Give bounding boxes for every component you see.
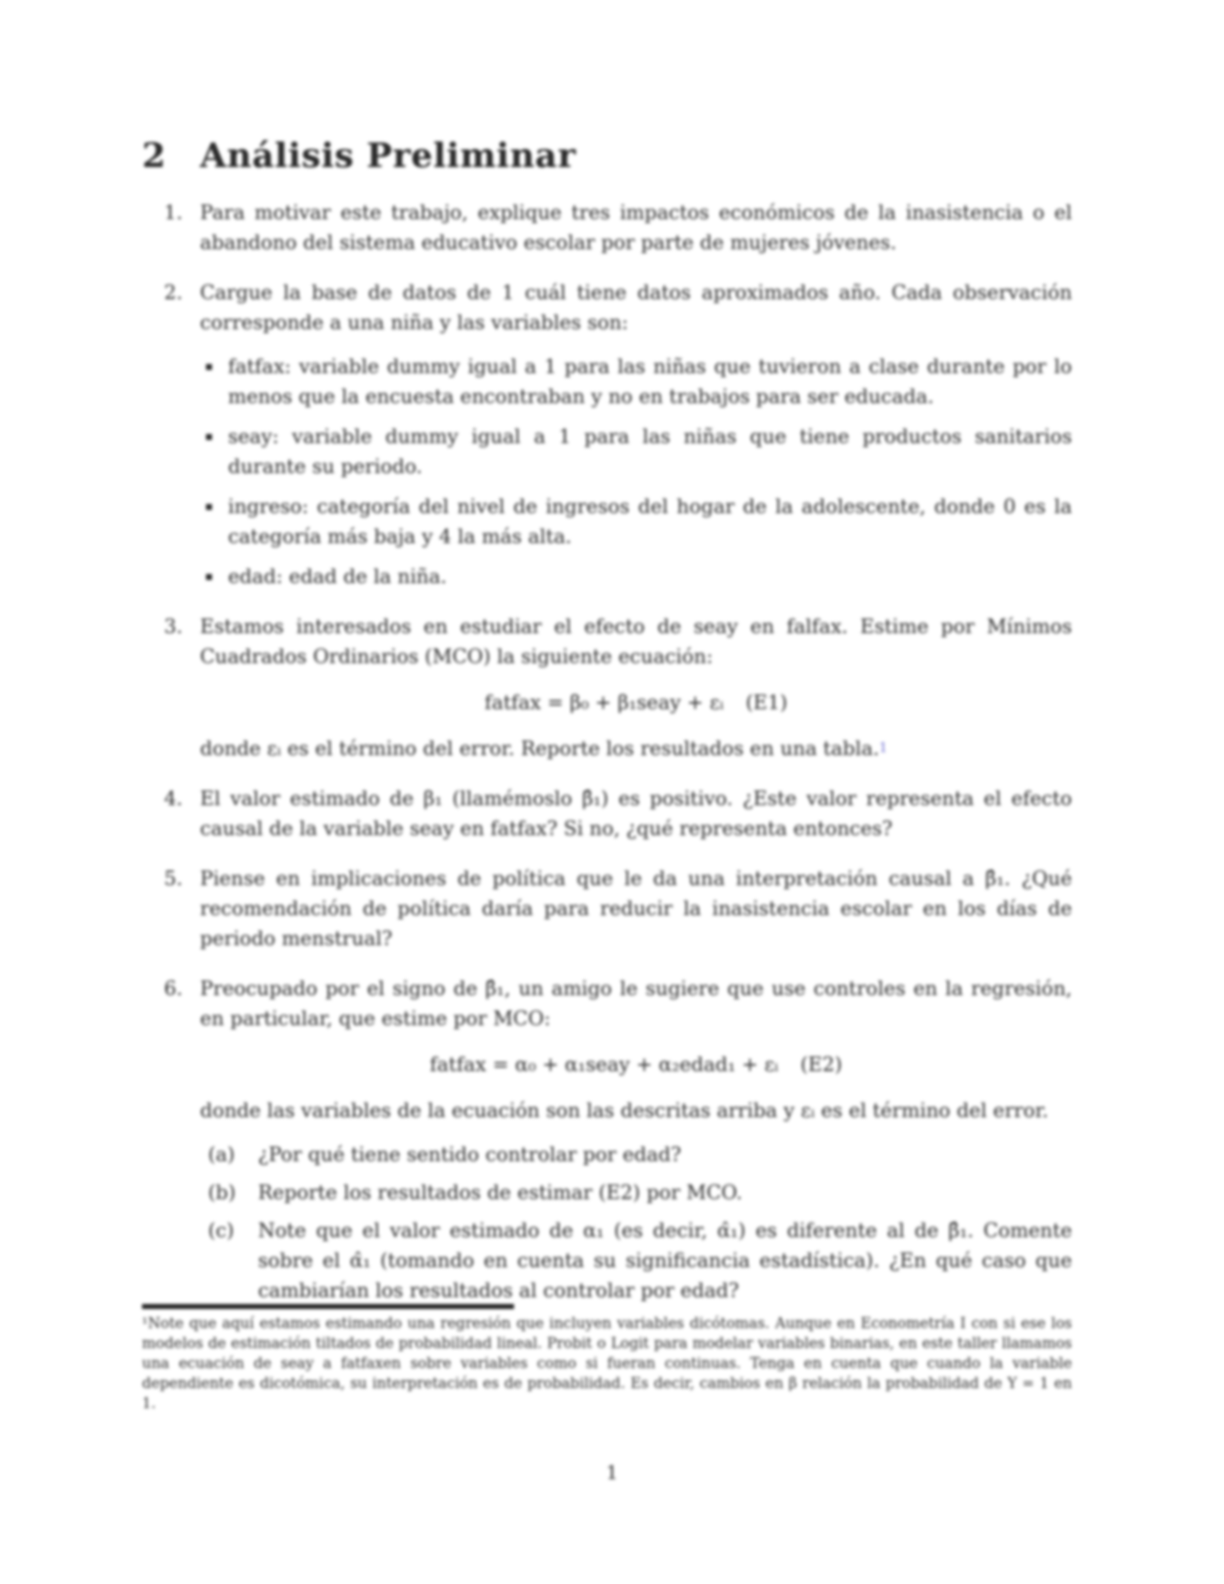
equation-tag: (E1) bbox=[745, 691, 788, 714]
question-text: Para motivar este trabajo, explique tres impactos económicos de la inasistencia o el abandono del sistema educativo escolar por parte de mujeres jóvenes. bbox=[200, 201, 1072, 254]
list-item: edad: edad de la niña. bbox=[200, 562, 1072, 592]
sub-question-list bbox=[200, 1140, 1072, 1306]
question-text: Cargue la base de datos de 1 cuál tiene datos aproximados año. Cada observación corresponde a una niña y las variables son: bbox=[200, 281, 1072, 334]
sub-question: (c) Note que el valor estimado de α₁ (es decir, α̂₁) es diferente al de β̂₁. Comente sobre el α̂₁ (tomando en cuenta su significancia estadística). ¿En qué caso que cambiarían los resultados al controlar por edad? bbox=[208, 1219, 1072, 1302]
equation-body: fatfax = α₀ + α₁seay + α₂edad₁ + εᵢ bbox=[429, 1053, 779, 1076]
question-3 bbox=[142, 612, 1072, 764]
list-item: seay: variable dummy igual a 1 para las niñas que tiene productos sanitarios durante su periodo. bbox=[200, 422, 1072, 482]
bullet-icon bbox=[206, 364, 212, 370]
equation-body: fatfax = β₀ + β₁seay + εᵢ bbox=[484, 691, 724, 714]
question-followup: donde εᵢ es el término del error. Reporte los resultados en una tabla.$^1$ bbox=[200, 737, 888, 760]
question-5 bbox=[142, 864, 1072, 954]
question-text: Preocupado por el signo de β̂₁, un amigo le sugiere que use controles en la regresión, en particular, que estime por MCO: bbox=[200, 977, 1072, 1030]
question-number: 5. bbox=[164, 867, 183, 890]
bullet-icon bbox=[206, 574, 212, 580]
list-item: fatfax: variable dummy igual a 1 para las niñas que tuvieron a clase durante por lo menos que la encuesta encontraban y no en trabajos para ser educada. bbox=[200, 352, 1072, 412]
section-number: 2 bbox=[142, 136, 167, 176]
variable-list bbox=[200, 352, 1072, 592]
footnote: ¹Note que aquí estamos estimando una regresión que incluyen variables dicótomas. Aunque en Econometría I con si ese los modelos de estimación tiltados de probabilidad lineal. Probit o Logit para modelar variables binarias, en este taller llamamos una ecuación de seay a fatfaxen sobre variables como si fueran continuas. Tenga en cuenta que cuando la variable dependiente es dicotómica, su interpretación es de probabilidad. Es decir, cambios en β relación la probabilidad de Y = 1 en 1. bbox=[142, 1316, 1072, 1412]
section-heading bbox=[142, 136, 576, 176]
question-number: 3. bbox=[164, 615, 183, 638]
question-6 bbox=[142, 974, 1072, 1306]
page-number: 1 bbox=[605, 1462, 619, 1484]
question-number: 2. bbox=[164, 281, 183, 304]
question-number: 6. bbox=[164, 977, 183, 1000]
equation-e1 bbox=[200, 688, 1072, 718]
question-1 bbox=[142, 198, 1072, 258]
question-list bbox=[142, 198, 1072, 1326]
question-number: 1. bbox=[164, 201, 183, 224]
section-title: Análisis Preliminar bbox=[200, 136, 576, 176]
sub-question: (b) Reporte los resultados de estimar (E2) por MCO. bbox=[208, 1181, 743, 1204]
question-followup: donde las variables de la ecuación son las descritas arriba y εᵢ es el término del error. bbox=[200, 1099, 1049, 1122]
equation-tag: (E2) bbox=[800, 1053, 843, 1076]
question-text: El valor estimado de β₁ (llamémoslo β̂₁) es positivo. ¿Este valor representa el efecto causal de la variable seay en fatfax? Si no, ¿qué representa entonces? bbox=[200, 787, 1072, 840]
footnote-link[interactable]: 1 bbox=[879, 741, 888, 756]
list-item: ingreso: categoría del nivel de ingresos del hogar de la adolescente, donde 0 es la categoría más baja y 4 la más alta. bbox=[200, 492, 1072, 552]
question-text: Piense en implicaciones de política que le da una interpretación causal a β̂₁. ¿Qué recomendación de política daría para reducir la inasistencia escolar en los días de periodo menstrual? bbox=[200, 867, 1072, 950]
question-number: 4. bbox=[164, 787, 183, 810]
bullet-icon bbox=[206, 434, 212, 440]
sub-question: (a) ¿Por qué tiene sentido controlar por edad? bbox=[208, 1143, 682, 1166]
equation-e2 bbox=[200, 1050, 1072, 1080]
question-text: Estamos interesados en estudiar el efecto de seay en falfax. Estime por Mínimos Cuadrados Ordinarios (MCO) la siguiente ecuación: bbox=[200, 615, 1072, 668]
question-4 bbox=[142, 784, 1072, 844]
bullet-icon bbox=[206, 504, 212, 510]
footnote-divider bbox=[142, 1304, 514, 1309]
question-2 bbox=[142, 278, 1072, 592]
